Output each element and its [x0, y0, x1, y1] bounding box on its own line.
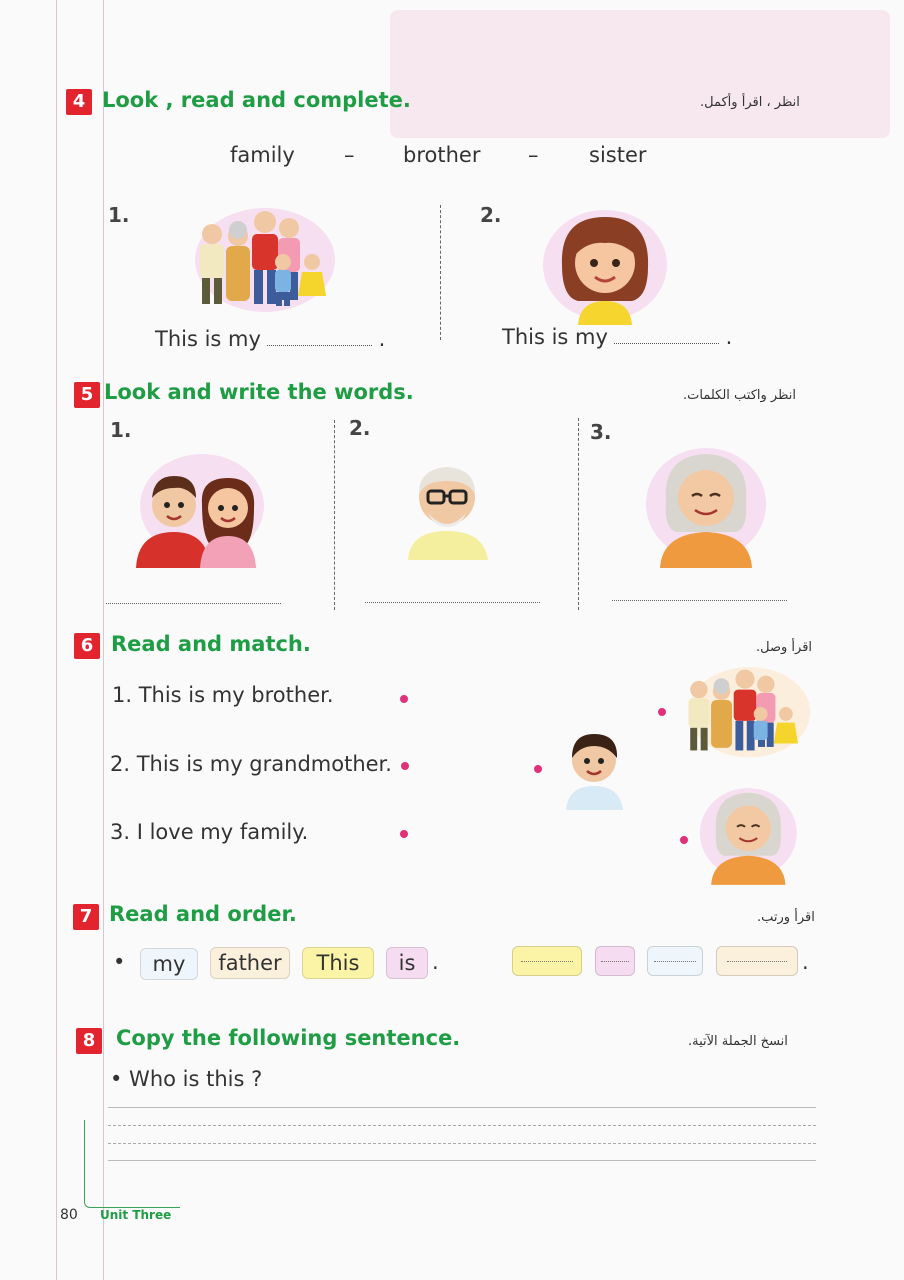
exercise-6-arabic-instruction: اقرأ وصل. — [756, 640, 813, 655]
exercise-8-number: 8 — [76, 1028, 102, 1054]
order-slot-2[interactable] — [595, 946, 635, 976]
exercise-5-item-3-number: 3. — [590, 420, 612, 444]
exercise-4-item-2-number: 2. — [480, 203, 502, 227]
exercise-7-title: Read and order. — [109, 902, 297, 926]
exercise-4-item-1-sentence — [155, 327, 385, 351]
page-margin-line-inner — [103, 0, 104, 1280]
answer-line-3[interactable] — [612, 600, 787, 601]
order-slots-period: . — [802, 950, 809, 974]
word-bank-dash: – — [344, 143, 355, 167]
background-banner — [390, 10, 890, 138]
word-chip-father[interactable]: father — [210, 947, 290, 979]
sentence-end: . — [725, 325, 733, 349]
exercise-7-period: . — [432, 950, 439, 974]
order-slot-3[interactable] — [647, 946, 703, 976]
word-chip-my[interactable]: my — [140, 948, 198, 980]
exercise-8-arabic-instruction: انسخ الجملة الآتية. — [688, 1034, 788, 1049]
column-divider — [440, 205, 441, 340]
word-bank-sister: sister — [589, 143, 647, 167]
writing-line-2[interactable] — [108, 1125, 816, 1126]
word-chip-is[interactable]: is — [386, 947, 428, 979]
grandmother-match-illustration — [695, 778, 800, 890]
footer-bracket — [84, 1120, 180, 1208]
page-number: 80 — [60, 1207, 78, 1223]
exercise-5-item-1-number: 1. — [110, 418, 132, 442]
grandmother-illustration — [640, 440, 770, 570]
writing-line-3[interactable] — [108, 1143, 816, 1144]
sentence-end: . — [378, 327, 386, 351]
exercise-5-title: Look and write the words. — [104, 380, 414, 404]
word-chip-this[interactable]: This — [302, 947, 374, 979]
match-dot-left-2[interactable] — [401, 762, 409, 770]
word-bank-dash: – — [528, 143, 539, 167]
column-divider — [334, 420, 335, 610]
answer-blank[interactable] — [267, 330, 372, 346]
exercise-5-item-2-number: 2. — [349, 416, 371, 440]
exercise-4-arabic-instruction: انظر ، اقرأ وأكمل. — [700, 95, 800, 110]
exercise-6-title: Read and match. — [111, 632, 311, 656]
order-slot-1[interactable] — [512, 946, 582, 976]
match-dot-left-1[interactable] — [400, 695, 408, 703]
match-dot-left-3[interactable] — [400, 830, 408, 838]
answer-line-1[interactable] — [106, 603, 281, 604]
match-sentence-2: 2. This is my grandmother. — [110, 752, 392, 776]
unit-label: Unit Three — [100, 1208, 172, 1222]
couple-illustration — [130, 450, 270, 570]
writing-line-1[interactable] — [108, 1107, 816, 1108]
word-bank-brother: brother — [403, 143, 481, 167]
answer-blank[interactable] — [614, 328, 719, 344]
family-illustration — [190, 200, 340, 315]
family-match-illustration — [670, 660, 820, 760]
sentence-text: This is my — [502, 325, 608, 349]
exercise-5-arabic-instruction: انظر واكتب الكلمات. — [683, 388, 797, 403]
exercise-4-number: 4 — [66, 89, 92, 115]
sister-illustration — [540, 205, 670, 325]
word-bank-family: family — [230, 143, 295, 167]
exercise-5-number: 5 — [74, 382, 100, 408]
grandfather-illustration — [400, 455, 495, 560]
exercise-7-number: 7 — [73, 904, 99, 930]
page-margin-line — [56, 0, 57, 1280]
exercise-4-item-2-sentence — [502, 325, 732, 349]
column-divider — [578, 418, 579, 610]
exercise-8-title: Copy the following sentence. — [116, 1026, 461, 1050]
writing-line-4[interactable] — [108, 1160, 816, 1161]
match-sentence-1: 1. This is my brother. — [112, 683, 334, 707]
sentence-text: This is my — [155, 327, 261, 351]
exercise-6-number: 6 — [74, 633, 100, 659]
match-dot-right-grandmother[interactable] — [680, 836, 688, 844]
match-dot-right-family[interactable] — [658, 708, 666, 716]
exercise-7-arabic-instruction: اقرأ ورتب. — [757, 910, 815, 925]
order-slot-4[interactable] — [716, 946, 798, 976]
answer-line-2[interactable] — [365, 602, 540, 603]
exercise-4-item-1-number: 1. — [108, 203, 130, 227]
copy-sentence: • Who is this ? — [110, 1067, 263, 1091]
match-sentence-3: 3. I love my family. — [110, 820, 309, 844]
match-dot-right-brother[interactable] — [534, 765, 542, 773]
exercise-4-title: Look , read and complete. — [102, 88, 411, 112]
exercise-7-bullet: • — [113, 950, 126, 974]
brother-illustration — [562, 728, 627, 810]
